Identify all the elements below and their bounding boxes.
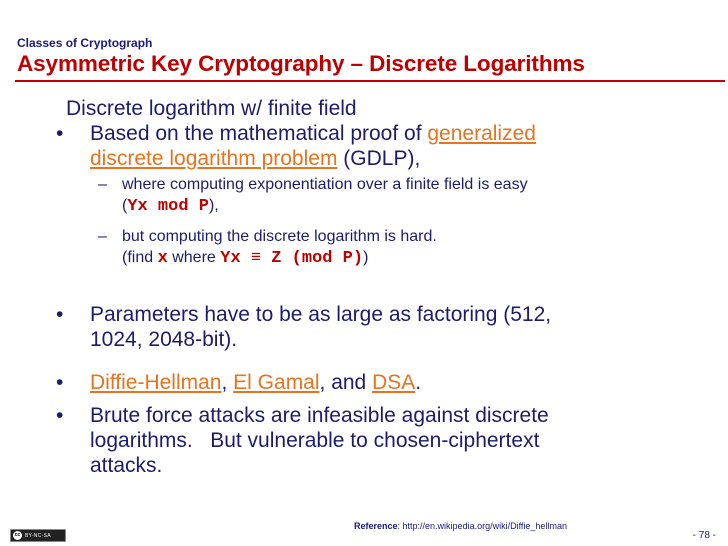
cc-license-badge bbox=[10, 529, 66, 542]
bullet-marker: • bbox=[56, 371, 64, 394]
bullet-text-line2: 1024, 2048-bit). bbox=[90, 328, 238, 351]
bullet-text bbox=[90, 370, 421, 395]
bullet-gdlp bbox=[56, 121, 656, 171]
footer-reference bbox=[354, 521, 567, 531]
reference-label: Reference bbox=[354, 521, 398, 531]
bullet-text-line1: Brute force attacks are infeasible against discrete bbox=[90, 404, 549, 427]
cc-icon: cc bbox=[14, 532, 21, 538]
bullet-text-line3: attacks. bbox=[90, 454, 163, 477]
bullet-text-line2: logarithms. But vulnerable to chosen-ciphertext bbox=[90, 429, 540, 452]
text-span: (GDLP), bbox=[337, 147, 421, 170]
text-span: ) bbox=[363, 249, 369, 266]
bullet-text-line1: Parameters have to be as large as factoring (512, bbox=[90, 303, 552, 326]
text-span: ( bbox=[122, 197, 128, 214]
license-text: BY-NC-SA bbox=[25, 532, 51, 539]
bullet-text bbox=[90, 121, 536, 146]
page-number: - 78 - bbox=[692, 530, 716, 541]
dash-marker: – bbox=[98, 176, 107, 193]
el-gamal-link[interactable]: El Gamal bbox=[233, 371, 320, 394]
bullet-marker: • bbox=[56, 303, 64, 326]
text-span: ), bbox=[208, 197, 219, 214]
dsa-link[interactable]: DSA bbox=[372, 371, 416, 394]
intro-line: Discrete logarithm w/ finite field bbox=[66, 97, 357, 120]
generalized-link[interactable]: generalized bbox=[427, 122, 536, 145]
text-span: . bbox=[415, 371, 422, 394]
sub-text-line1: but computing the discrete logarithm is hard. bbox=[122, 228, 437, 245]
sub-text-line1: where computing exponentiation over a finite field is easy bbox=[122, 176, 528, 193]
slide-title: Asymmetric Key Cryptography – Discrete Logarithms bbox=[17, 51, 585, 76]
bullet-text-line2 bbox=[90, 146, 420, 171]
text-span: Based on the mathematical proof of bbox=[90, 122, 428, 145]
text-span: (find bbox=[122, 249, 158, 266]
sub-bullet-exponentiation bbox=[98, 175, 658, 217]
bullet-parameters bbox=[56, 302, 656, 352]
reference-url[interactable]: : http://en.wikipedia.org/wiki/Diffie_hellman bbox=[397, 521, 567, 531]
slide-subtitle: Classes of Cryptograph bbox=[17, 36, 153, 50]
bullet-marker: • bbox=[56, 122, 64, 145]
formula-x: x bbox=[157, 249, 168, 268]
text-span: where bbox=[167, 249, 221, 266]
text-span: , bbox=[221, 371, 234, 394]
formula-congruence: Yx ≡ Z (mod P) bbox=[220, 249, 364, 268]
sub-text-line2 bbox=[122, 196, 219, 217]
text-span: , and bbox=[319, 371, 373, 394]
diffie-hellman-link[interactable]: Diffie-Hellman bbox=[90, 371, 222, 394]
bullet-brute-force bbox=[56, 403, 656, 478]
dlp-link[interactable]: discrete logarithm problem bbox=[90, 147, 338, 170]
title-divider bbox=[15, 80, 725, 82]
sub-text-line2 bbox=[122, 248, 368, 269]
sub-bullet-dlog bbox=[98, 227, 658, 269]
bullet-marker: • bbox=[56, 404, 64, 427]
dash-marker: – bbox=[98, 228, 107, 245]
bullet-algorithms bbox=[56, 370, 656, 395]
formula-exp: Yx mod P bbox=[127, 197, 209, 216]
